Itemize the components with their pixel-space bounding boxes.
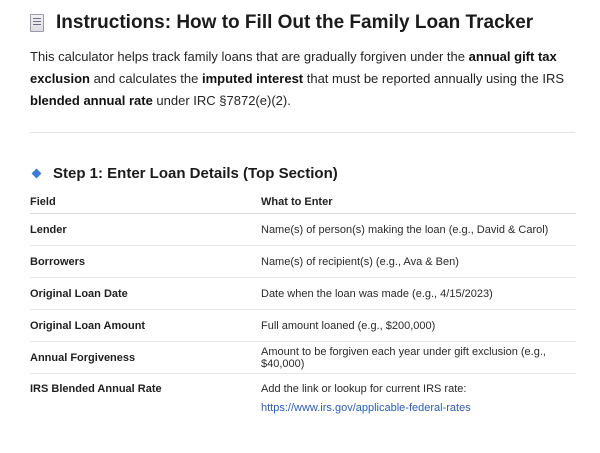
header-what-to-enter: What to Enter: [261, 196, 333, 208]
intro-bold-blended-rate: blended annual rate: [30, 93, 153, 108]
intro-bold-gift-exclusion: annual gift tax exclusion: [30, 49, 557, 86]
header: [30, 12, 533, 34]
table-header: [30, 191, 576, 214]
row-what: [261, 374, 576, 414]
row-field: IRS Blended Annual Rate: [30, 383, 162, 395]
irs-rates-link[interactable]: https://www.irs.gov/applicable-federal-rates: [261, 402, 471, 414]
row-what: Name(s) of recipient(s) (e.g., Ava & Ben): [261, 255, 459, 268]
row-field: Borrowers: [30, 255, 86, 268]
intro-paragraph: [30, 46, 582, 112]
row-field: Lender: [30, 223, 67, 236]
row-field: Original Loan Amount: [30, 319, 146, 332]
table-row: [30, 342, 576, 374]
intro-text-2: and calculates the: [89, 71, 202, 86]
loan-details-table: [30, 191, 576, 428]
step1-heading: [30, 165, 338, 182]
row-what: Date when the loan was made (e.g., 4/15/2023): [261, 287, 493, 300]
row-what-text: Add the link or lookup for current IRS rate:: [261, 383, 467, 395]
step1-title: Step 1: Enter Loan Details (Top Section): [53, 165, 338, 182]
header-field: Field: [30, 196, 56, 208]
intro-bold-imputed-interest: imputed interest: [202, 71, 304, 86]
table-row: [30, 310, 576, 342]
row-what: Name(s) of person(s) making the loan (e.g., David & Carol): [261, 223, 549, 236]
table-row: [30, 374, 576, 428]
row-what: Amount to be forgiven each year under gift exclusion (e.g., $40,000): [261, 345, 546, 370]
row-what: Full amount loaned (e.g., $200,000): [261, 319, 436, 332]
table-row: [30, 246, 576, 278]
row-field: Annual Forgiveness: [30, 351, 136, 364]
intro-text-3: that must be reported annually using the IRS: [303, 71, 565, 86]
section-divider: [30, 132, 575, 133]
intro-text-4: under IRC §7872(e)(2).: [152, 93, 291, 108]
table-row: [30, 278, 576, 310]
row-field: Original Loan Date: [30, 287, 128, 300]
document-icon: [30, 14, 44, 32]
page-title: Instructions: How to Fill Out the Family Loan Tracker: [56, 12, 534, 33]
intro-text-1: This calculator helps track family loans that are gradually forgiven under the: [30, 49, 469, 64]
table-row: [30, 214, 576, 246]
blue-diamond-icon: [32, 169, 42, 179]
